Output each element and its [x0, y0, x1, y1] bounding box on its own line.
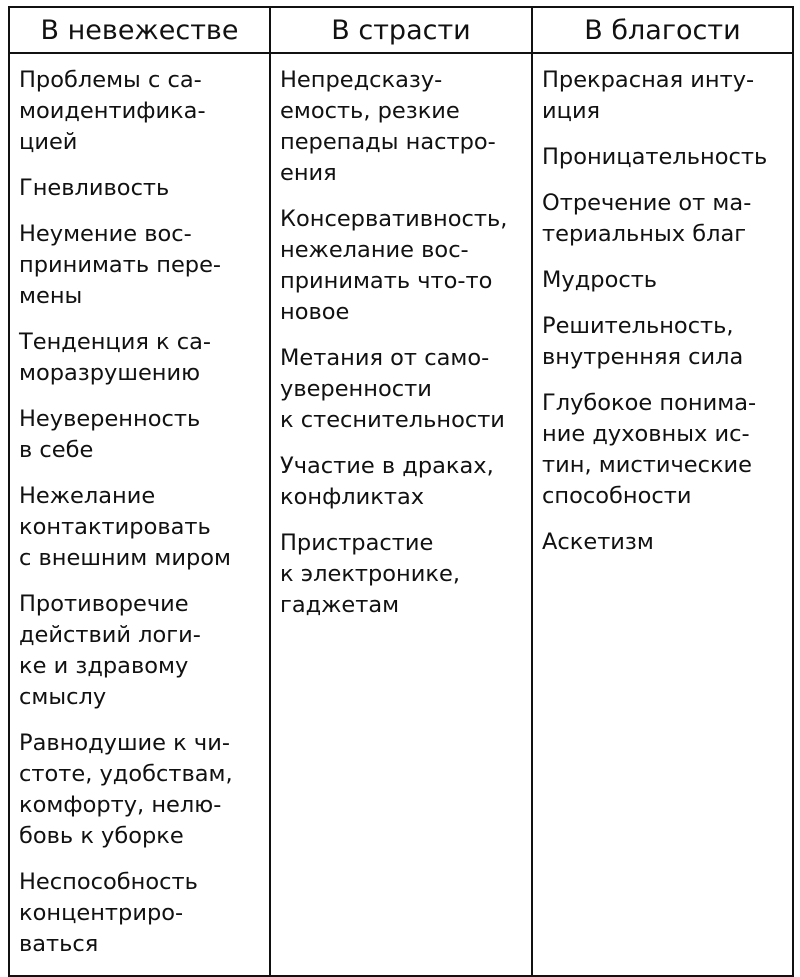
column-passion	[270, 53, 532, 976]
list-item: Решительность, внутренняя сила	[542, 313, 744, 370]
list-item: Непредсказу- емость, резкие перепады настро- ения	[280, 67, 496, 186]
list-item: Неспособность концентриро- ваться	[19, 869, 198, 957]
list-item: Прекрасная инту- иция	[542, 67, 755, 124]
list-item: Противоречие действий логи- ке и здравому смыслу	[19, 591, 201, 710]
list-item: Неумение вос- принимать пере- мены	[19, 221, 222, 309]
list-item: Неуверенность в себе	[19, 406, 201, 463]
list-item: Отречение от ма- териальных благ	[542, 190, 752, 247]
list-item: Нежелание контактировать с внешним миром	[19, 483, 232, 571]
list-item: Метания от само- уверенности к стеснительности	[280, 345, 505, 433]
header-goodness: В благости	[532, 7, 793, 53]
header-row	[9, 7, 793, 53]
list-item: Глубокое понима- ние духовных ис- тин, мистические способности	[542, 390, 757, 509]
content-row	[9, 53, 793, 976]
list-item: Тенденция к са- моразрушению	[19, 329, 212, 386]
list-item: Проблемы с са- моидентифика- цией	[19, 67, 206, 155]
list-item: Консервативность, нежелание вос- принимать что-то новое	[280, 206, 508, 325]
list-item: Проницательность	[542, 144, 768, 170]
list-item: Мудрость	[542, 267, 658, 293]
list-item: Гневливость	[19, 175, 170, 201]
header-passion: В страсти	[270, 7, 532, 53]
list-item: Равнодушие к чи- стоте, удобствам, комфорту, нелю- бовь к уборке	[19, 730, 233, 849]
gunas-comparison-table	[8, 6, 794, 977]
list-item: Аскетизм	[542, 529, 654, 555]
list-item: Участие в драках, конфликтах	[280, 453, 494, 510]
header-ignorance: В невежестве	[9, 7, 270, 53]
column-ignorance	[9, 53, 270, 976]
list-item: Пристрастие к электронике, гаджетам	[280, 530, 460, 618]
column-goodness	[532, 53, 793, 976]
